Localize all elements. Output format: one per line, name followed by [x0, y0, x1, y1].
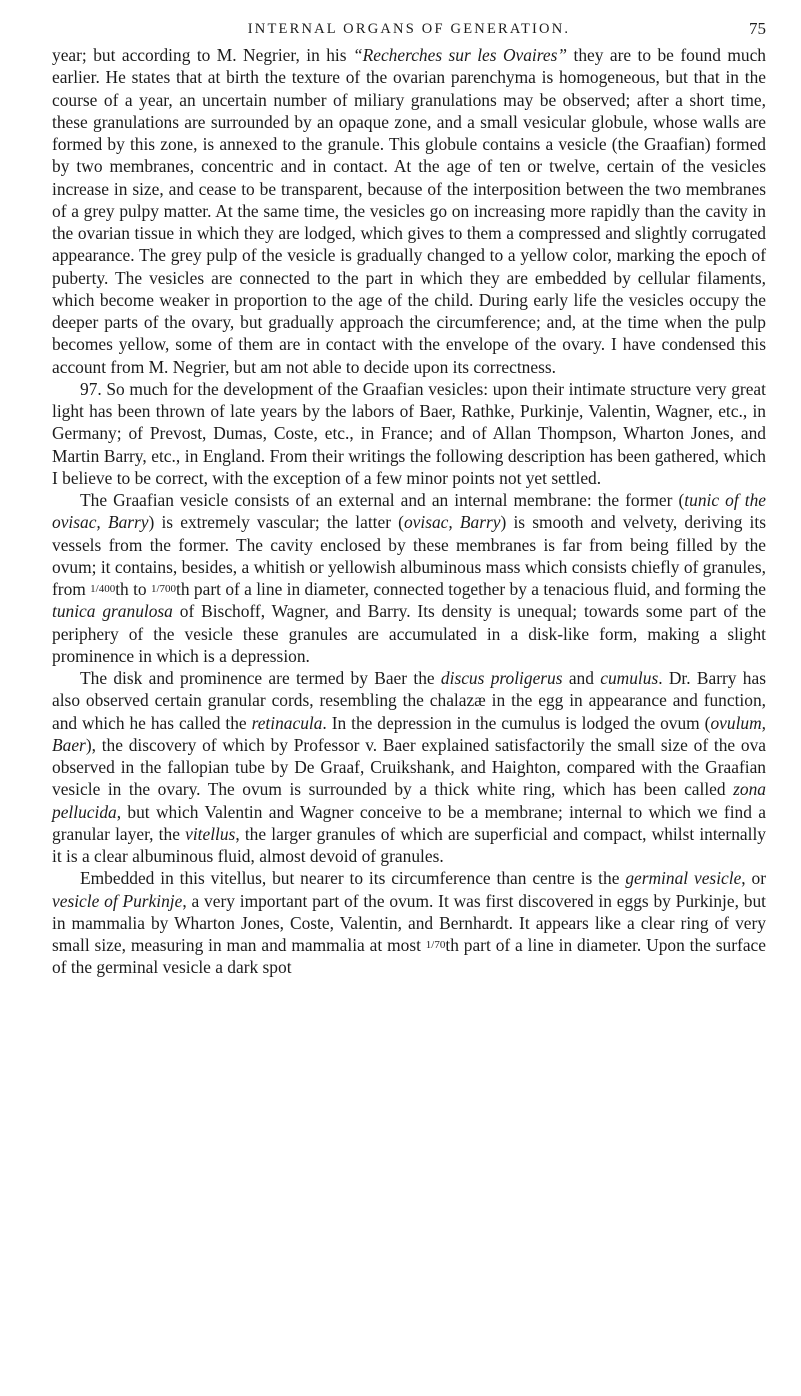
fraction: 1/70 — [425, 939, 446, 951]
text-run: th to — [115, 579, 151, 599]
text-run: th part of a line in diameter, connected together by a tenacious fluid, and forming the — [176, 579, 766, 599]
text-run: The disk and prominence are termed by Baer the — [80, 668, 441, 688]
italic-term: zona pellucida — [52, 779, 766, 822]
italic-term: retinacula — [251, 712, 323, 733]
italic-term: cumulus — [600, 668, 659, 688]
text-run: year; but according to M. Negrier, in his — [52, 45, 353, 65]
text-run: . Dr. Barry has also observed certain granular cords, resembling the chalazæ in the egg in appearance and function, and which he has called the — [52, 668, 766, 733]
text-run: of Bischoff, Wagner, and Barry. Its density is unequal; towards some part of the periphery of the vesicle these granules are accumulated in a disk-like form, making a slight prominence in which is a depression. — [52, 601, 767, 666]
italic-term: germinal vesicle — [625, 868, 742, 889]
italic-term: tunic of the ovisac, Barry — [52, 490, 766, 533]
running-header — [52, 14, 766, 44]
text-run: , a very important part of the ovum. It was first discovered in eggs by Purkinje, but in mammalia by Wharton Jones, Coste, Valentin, and Bernhardt. It appears like a clear ring of very small size, measuring in man and mammalia at most — [52, 890, 766, 955]
italic-term: “Recherches sur les Ovaires” — [352, 45, 568, 65]
text-run: 97. So much for the development of the Graafian vesicles: upon their intimate structure very great light has been thrown of late years by the labors of Baer, Rathke, Purkinje, Valentin, Wagner, etc., in Germany; of Prevost, Dumas, Coste, etc., in France; and of Allan Thompson, Wharton Jones, and Martin Barry, etc., in England. From their writings the following description has been gathered, which I believe to be correct, with the exception of a few minor points not yet settled. — [52, 378, 766, 488]
text-run: th part of a line in diameter. Upon the surface of the germinal vesicle a dark spot — [52, 935, 766, 978]
text-run: Embedded in this vitellus, but nearer to its circumference than centre is the — [80, 868, 626, 889]
fraction: 1/700 — [150, 583, 177, 595]
paragraph-continued — [52, 44, 766, 378]
italic-term: vitellus — [185, 823, 236, 844]
text-run: ) is smooth and velvety, deriving its vessels from the former. The cavity enclosed by these membranes is far from being filled by the ovum; it contains, besides, a whitish or yellowish albuminous mass which consists chiefly of granules, from — [52, 512, 766, 599]
paragraph-section-97 — [52, 378, 766, 489]
italic-term: discus proligerus — [440, 668, 563, 688]
italic-term: ovisac, Barry — [403, 512, 501, 533]
body-text — [52, 44, 766, 979]
text-run: . In the depression in the cumulus is lodged the ovum ( — [322, 712, 711, 733]
fraction: 1/400 — [90, 583, 116, 595]
text-run: they are to be found much earlier. He states that at birth the texture of the ovarian parenchyma is homogeneous, but that in the course of a year, an uncertain number of miliary granulations may be observed; after a short time, these granulations are surrounded by an opaque zone, and a small vesicular globule, whose walls are formed by this zone, is annexed to the granule. This globule contains a vesicle (the Graafian) formed by two membranes, concentric and in contact. At the age of ten or twelve, certain of the vesicles increase in size, and cease to be transparent, because of the interposition between the two membranes of a grey pulpy matter. At the same time, the vesicles go on increasing more rapidly than the cavity in the ovarian tissue in which they are lodged, which gives to them a compressed and slightly corrugated appearance. The grey pulp of the vesicle is gradually changed to a yellow color, marking the epoch of puberty. The vesicles are connected to the part in which they are embedded by cellular filaments, which become weaker in proportion to the age of the child. During early life the vesicles occupy the deeper parts of the ovary, but gradually approach the circumference; and, at the time when the pulp becomes yellow, some of them are in contact with the envelope of the ovary. I have condensed this account from M. Negrier, but am not able to decide upon its correctness. — [52, 45, 766, 377]
book-page — [52, 14, 766, 979]
paragraph-germinal-vesicle — [52, 867, 766, 978]
italic-term: tunica granulosa — [52, 601, 173, 622]
paragraph-graafian-vesicle — [52, 489, 766, 667]
paragraph-discus-proligerus — [52, 667, 766, 867]
text-run: , the larger granules of which are superficial and compact, whilst internally it is a clear albuminous fluid, almost devoid of granules. — [52, 823, 766, 866]
text-run: , but which Valentin and Wagner conceive to be a membrane; internal to which we find a granular layer, the — [52, 801, 766, 844]
text-run: ), the discovery of which by Professor v. Baer explained satisfactorily the small size of the ova observed in the fallopian tube by De Graaf, Cruikshank, and Haighton, compared with the Graafian vesicle in the ovary. The ovum is surrounded by a thick white ring, which has been called — [52, 734, 766, 800]
running-title: INTERNAL ORGANS OF GENERATION. — [247, 21, 571, 37]
italic-term: vesicle of Purkinje — [52, 890, 183, 911]
text-run: , or — [741, 868, 767, 889]
text-run: and — [562, 668, 601, 688]
italic-term: ovulum, Baer — [52, 712, 766, 755]
text-run: The Graafian vesicle consists of an external and an internal membrane: the former ( — [80, 490, 685, 510]
page-number: 75 — [749, 19, 766, 38]
text-run: ) is extremely vascular; the latter ( — [148, 512, 404, 533]
